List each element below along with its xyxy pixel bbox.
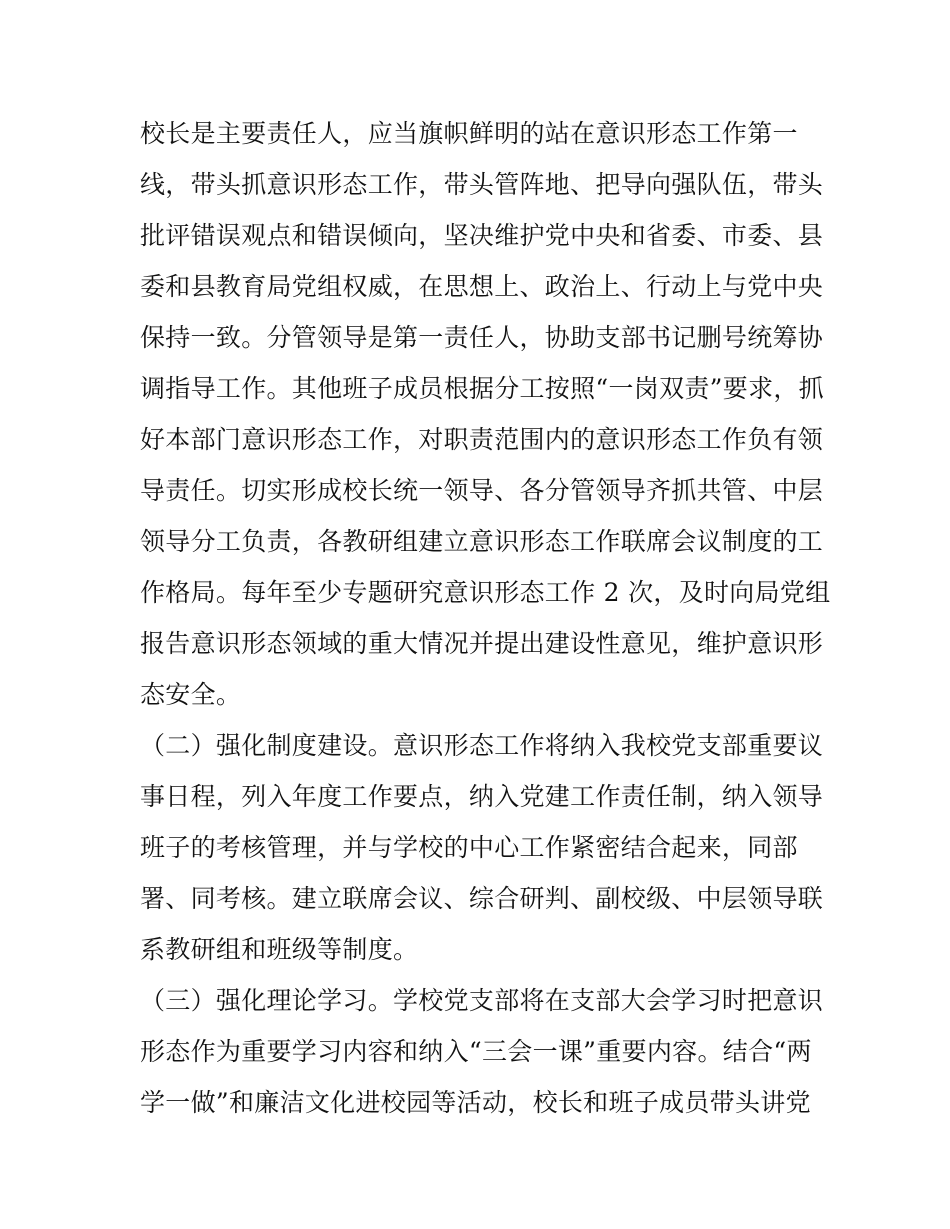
text-line: 学一做”和廉洁文化进校园等活动，校长和班子成员带头讲党	[140, 1088, 811, 1117]
text-line: 导责任。切实形成校长统一领导、各分管领导齐抓共管、中层	[140, 476, 824, 505]
text-line: 调指导工作。其他班子成员根据分工按照“一岗双责”要求，抓	[140, 374, 824, 403]
text-line: 报告意识形态领域的重大情况并提出建设性意见，维护意识形	[140, 629, 824, 658]
text-line: 态安全。	[140, 680, 242, 709]
text-line: 署、同考核。建立联席会议、综合研判、副校级、中层领导联	[140, 884, 824, 913]
text-line: 班子的考核管理，并与学校的中心工作紧密结合起来，同部	[140, 833, 798, 862]
text-line: 委和县教育局党组权威，在思想上、政治上、行动上与党中央	[140, 272, 824, 301]
text-line: 批评错误观点和错误倾向，坚决维护党中央和省委、市委、县	[140, 221, 824, 250]
text-line: 校长是主要责任人，应当旗帜鲜明的站在意识形态工作第一	[140, 119, 798, 148]
document-body	[140, 108, 840, 1128]
section-heading-line: （二）强化制度建设。意识形态工作将纳入我校党支部重要议	[140, 731, 824, 760]
text-line: 系教研组和班级等制度。	[140, 935, 419, 964]
text-line: 作格局。每年至少专题研究意识形态工作 2 次，及时向局党组	[140, 578, 831, 607]
text-line: 保持一致。分管领导是第一责任人，协助支部书记删号统筹协	[140, 323, 824, 352]
text-line: 领导分工负责，各教研组建立意识形态工作联席会议制度的工	[140, 527, 824, 556]
text-line: 好本部门意识形态工作，对职责范围内的意识形态工作负有领	[140, 425, 824, 454]
text-line: 形态作为重要学习内容和纳入“三会一课”重要内容。结合“两	[140, 1037, 812, 1066]
text-line: 事日程，列入年度工作要点，纳入党建工作责任制，纳入领导	[140, 782, 824, 811]
text-line: 线，带头抓意识形态工作，带头管阵地、把导向强队伍，带头	[140, 170, 824, 199]
section-heading-line: （三）强化理论学习。学校党支部将在支部大会学习时把意识	[140, 986, 824, 1015]
